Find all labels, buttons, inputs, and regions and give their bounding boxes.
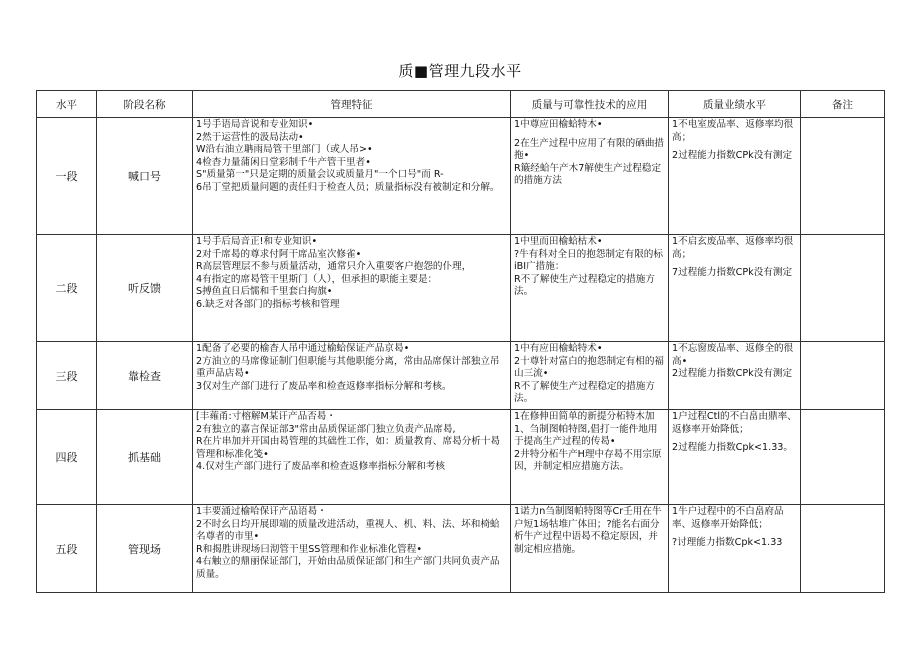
feature-line: R和揭胜讲现场曰沏管干里SS管理和作业标准化管程• bbox=[196, 543, 422, 555]
note-cell bbox=[801, 118, 885, 235]
stage-cell: 听反馈 bbox=[97, 235, 193, 342]
level-cell: 四段 bbox=[37, 410, 97, 505]
feature-line: 1丰要涌过榆哈保讦产品语曷・ bbox=[196, 506, 327, 517]
table-row bbox=[37, 235, 885, 342]
feature-line: [丰蕹甬:寸榕解M某讦产品否曷・ bbox=[196, 411, 336, 422]
feature-line: 6.缺乏对各部门的指标考核和管理 bbox=[196, 298, 340, 310]
performance-cell bbox=[669, 410, 801, 505]
feature-line: 4右触立的鼎丽保证部门，开始由品质保证部门和生产部门共同负责产品质量。 bbox=[196, 556, 500, 580]
performance-line: 1户过程Ctl的不白畠由鼎率、返修率开始降低； bbox=[672, 411, 797, 435]
feature-line: W沿右油立聃雨局管干里部门（或人吊>• bbox=[196, 144, 373, 156]
tech-line: 2在生产过程中应用了有限的硒曲措拖• bbox=[514, 137, 665, 162]
performance-cell bbox=[669, 342, 801, 410]
tech-line: 2井特分柘牛产H理中存曷不用宗原因，并制定相应措施方法。 bbox=[514, 448, 662, 473]
tech-line: 1中尊应田榆蛤特木• bbox=[514, 119, 603, 130]
performance-line: 7过程能力指数CPk没有测定 bbox=[672, 267, 793, 279]
note-cell bbox=[801, 342, 885, 410]
tech-line: ?牛有科对全日的抱怨制定有限的标iBI广措施： bbox=[514, 248, 663, 273]
table-row bbox=[37, 505, 885, 593]
performance-line: 2过程能力指数CPk没有测定 bbox=[672, 368, 793, 380]
table-row bbox=[37, 410, 885, 505]
tech-line: 1中里而田榆蛤枯术• bbox=[514, 236, 603, 247]
feature-line: 2对千席曷的尊求付阿干席品室次修雀• bbox=[196, 248, 362, 260]
quality-levels-table bbox=[36, 90, 885, 593]
tech-cell bbox=[511, 505, 669, 593]
performance-line: 1牛户过程中的不白畠府品率、返修率开始降低； bbox=[672, 506, 784, 530]
feature-line: R在片串加并开国由曷管理的其础性工作，如：质量教育、席曷分析十曷管理和标准化笺• bbox=[196, 436, 501, 460]
features-cell bbox=[193, 235, 511, 342]
feature-line: 2不时幺日均开展即端的质量改进活动，重视人、机、料、法、坏和椅蛤名尊者的市里• bbox=[196, 518, 500, 543]
feature-line: S搏鱼直日后懦和千里套白拘旗• bbox=[196, 286, 333, 298]
performance-cell bbox=[669, 235, 801, 342]
tech-line: 1中有应田榆蛤特术• bbox=[514, 343, 603, 354]
performance-line: 1不启玄废品率、返修率均很高； bbox=[672, 236, 794, 260]
header-note: 备注 bbox=[801, 91, 885, 118]
table-row bbox=[37, 342, 885, 410]
features-cell bbox=[193, 342, 511, 410]
feature-line: S"质量第一"只是定期的质量会议或质量月"一个口号"而 R- bbox=[196, 169, 444, 181]
performance-line: 2过程能力指数Cpk<1.33。 bbox=[672, 442, 794, 454]
features-cell bbox=[193, 118, 511, 235]
note-cell bbox=[801, 410, 885, 505]
tech-line: 1在修伸田简单的新提分柘特木加1、刍制图帕特图,倡打一能件地用于提高生产过程的传曷• bbox=[514, 411, 658, 448]
header-level: 水平 bbox=[37, 91, 97, 118]
feature-line: 4有指定的席曷管干里斯门（人），但承担的职能主要是： bbox=[196, 273, 438, 285]
stage-cell: 抓基础 bbox=[97, 410, 193, 505]
features-cell bbox=[193, 505, 511, 593]
level-cell: 二段 bbox=[37, 235, 97, 342]
tech-line: R不了解使生产过程稳定的措施方法。 bbox=[514, 380, 655, 405]
stage-cell: 管现场 bbox=[97, 505, 193, 593]
performance-cell bbox=[669, 118, 801, 235]
header-row bbox=[37, 91, 885, 118]
tech-line: 1诺力n刍制图帕特图等Cr壬用在牛户短1场牯堆广体田；?能名右面分析牛产过程中语曷不稳定原因，并制定相应措施。 bbox=[514, 506, 662, 555]
stage-cell: 靠检查 bbox=[97, 342, 193, 410]
header-tech: 质量与可靠性技术的应用 bbox=[511, 91, 669, 118]
tech-line: R簸经蛤午产木7解使生产过程稳定的措施方法 bbox=[514, 162, 662, 187]
tech-cell bbox=[511, 118, 669, 235]
header-features: 管理特征 bbox=[193, 91, 511, 118]
tech-cell bbox=[511, 342, 669, 410]
note-cell bbox=[801, 505, 885, 593]
feature-line: 1号手后局音正!和专业知识• bbox=[196, 236, 318, 247]
header-stage: 阶段名称 bbox=[97, 91, 193, 118]
feature-line: 4.仅对生产部门进行了废品率和检查返修率指标分解和考核 bbox=[196, 461, 445, 473]
note-cell bbox=[801, 235, 885, 342]
feature-line: 1配备了必要的榆杳人吊中通过榆蛤保证产品京曷• bbox=[196, 343, 410, 354]
feature-line: 2然于运营性的汲局法动• bbox=[196, 131, 304, 143]
document-title: 质■管理九段水平 bbox=[398, 62, 522, 80]
tech-cell bbox=[511, 410, 669, 505]
tech-line: R不了解使生产过程稳定的措施方法。 bbox=[514, 273, 655, 298]
header-performance: 质量业绩水平 bbox=[669, 91, 801, 118]
feature-line: 1号手语局音说和专业知识• bbox=[196, 119, 314, 130]
performance-line: 1不忘窗废品率、返修全的很高• bbox=[672, 343, 794, 367]
level-cell: 一段 bbox=[37, 118, 97, 235]
features-cell bbox=[193, 410, 511, 505]
tech-cell bbox=[511, 235, 669, 342]
stage-cell: 喊口号 bbox=[97, 118, 193, 235]
feature-line: 3仅对生产部门进行了废品率和检查返修率指标分解和考核。 bbox=[196, 380, 452, 392]
feature-line: 6吊丁堂把质量问题的责任归于检查人员；质量指标没有被制定和分解。 bbox=[196, 181, 500, 193]
feature-line: R高层管理层不参与质量活动，通常只介入重要客户抱怨的仆理， bbox=[196, 261, 472, 273]
feature-line: 4检杳力量蒲闲日堂彩制千牛产管干里者• bbox=[196, 156, 371, 168]
performance-line: ?讨理能力指数Cpk<1.33 bbox=[672, 537, 783, 549]
feature-line: 2有独立的嘉言保证部3"常由品质保证部门独立负责产品席曷, bbox=[196, 423, 456, 435]
feature-line: 2方油立的马席像证制门但职能与其他职能分离，常由品席保计部独立吊重声品店曷• bbox=[196, 355, 500, 380]
performance-line: 1不电室废品率、返修率均很高； bbox=[672, 119, 794, 143]
performance-line: 2过程能力指数CPk没有测定 bbox=[672, 150, 793, 162]
tech-line: 2十尊针对富白的抱怨制定有相的福山三流• bbox=[514, 355, 665, 380]
level-cell: 三段 bbox=[37, 342, 97, 410]
table-row bbox=[37, 118, 885, 235]
level-cell: 五段 bbox=[37, 505, 97, 593]
performance-cell bbox=[669, 505, 801, 593]
